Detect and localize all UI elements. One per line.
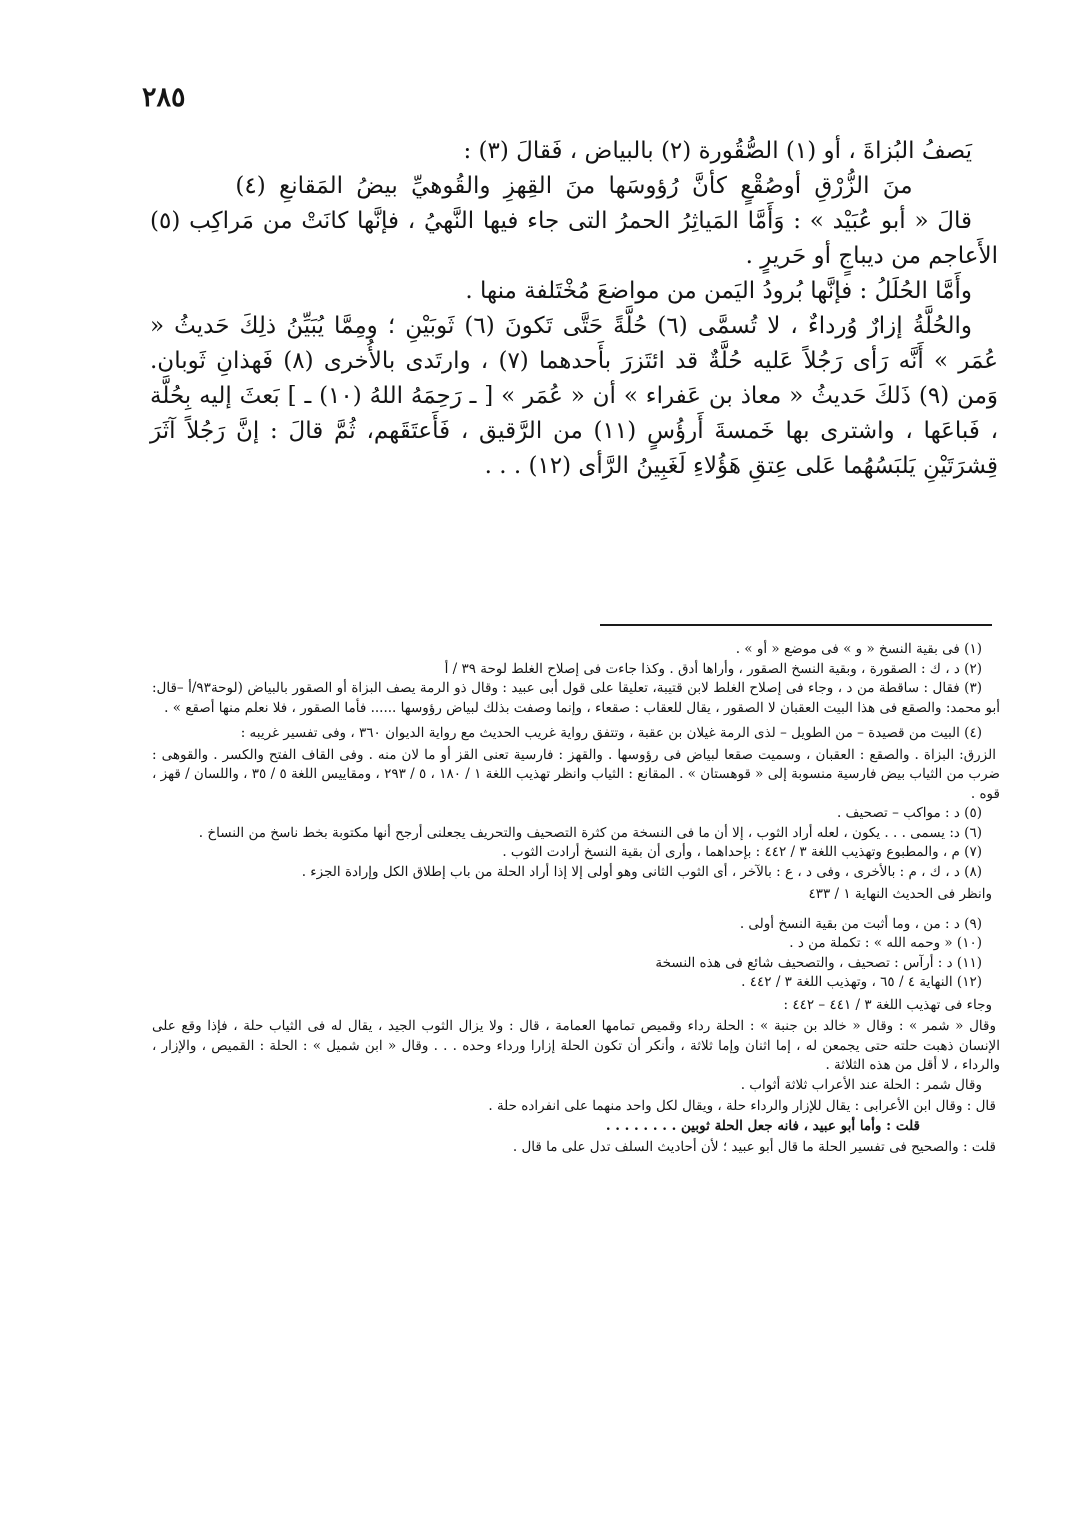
footnote-12-ibn-arabi: قال : وقال ابن الأعرابى : يقال للإزار والرداء حلة ، ويقال لكل واحد منهما على انفراده حلة . bbox=[488, 1098, 996, 1114]
footnote-1: (١) فى بقية النسخ « و » فى موضع « أو » . bbox=[735, 641, 982, 657]
footnote-7: (٧) م ، والمطبوع وتهذيب اللغة ٣ / ٤٤٢ : بإحداهما ، وأرى أن بقية النسخ أرادت الثوب . bbox=[502, 844, 982, 860]
main-paragraph-hulla: والحُلَّةُ إزارٌ وُرداءٌ ، لا تُسمَّى (٦) حُلَّةً حَتَّى تَكونَ (٦) ثَوبَيْنِ ؛ ومِمَّا يُبَيِّنُ ذلِكَ حَديثُ « عُمَر » أَنَّه رَأى رَجُلاً عَليه حُلَّةٌ قد ائتَزرَ بأَحدهما (٧) ، وارتَدى بالأُخرى (٨) فَهذانِ ثَوبان. وَمن (٩) ذَلكَ حَديثُ « معاذ بن عَفراء » أن « عُمَر » [ ـ رَحِمَهُ اللهُ (١٠) ـ ] بَعثَ إليه بِحُلَّة ، فَباعَها ، واشترى بها خَمسةَ أَرؤُسٍ (١١) من الرَّقيق ، فَأَعتَقَهم، ثُمَّ قالَ : إنَّ رَجُلاً آثَرَ قِشرَتَيْنِ يَلبَسُهُما عَلى عِتقِ هَؤُلاءِ لَغَبِينُ الرَّأى (١٢) . . . bbox=[150, 313, 999, 479]
footnote-10: (١٠) « وحمه الله » : تكملة من د . bbox=[789, 935, 982, 951]
footnote-4-glossary: الزرق: البزاة . والصقع : العقبان ، وسميت صقعا لبياض فى رؤوسها . والقهز : فارسية تعنى القز أو ما لان منه . وفى القاف الفتح والكسر . والقوهى : ضرب من الثياب بيض فارسية منسوبة إلى « قوهستان » . المقانع : الثياب وانظر تهذيب اللغة ١ / ١٨٠ ، ٥ / ٢٩٣ ، ومقاييس اللغة ٥ / ٣٥ ، واللسان / قهز ، قوه . bbox=[152, 746, 1000, 802]
main-text-block bbox=[150, 134, 998, 484]
footnote-12-source: وجاء فى تهذيب اللغة ٣ / ٤٤١ – ٤٤٢ : bbox=[783, 996, 992, 1013]
footnote-11: (١١) د : أرآس : تصحيف ، والتصحيف شائع فى هذه النسخة bbox=[655, 954, 982, 971]
footnote-3: (٣) فقال : ساقطة من د ، وجاء فى إصلاح الغلط لابن قتيبة، تعليقا على قول أبى عبيد : وقال ذو الرمة يصف البزاة أو الصقور بالبياض (لوحة٩٣/أ –قال: أبو محمد: والصقع فى هذا البيت العقبان لا الصقور ، يقال للعقاب : صقعاء ، وإنما وصفت بذلك لبياض رؤوسها ...... فأما الصقور ، فلا نعلم منها أصقع » . bbox=[152, 680, 1000, 716]
main-paragraph-hulal: وأَمَّا الحُلَلُ : فإنَّها بُرودُ اليَمن من مواضعَ مُخْتَلفة منها . bbox=[465, 278, 972, 304]
footnote-12-qultu-1: قلت : وأما أبو عبيد ، فانه جعل الحلة ثوبين . . . . . . . . bbox=[605, 1117, 920, 1134]
main-paragraph-mayathir: قالَ « أبو عُبَيْد » : وَأَمَّا المَياثِرُ الحمرُ التى جاء فيها النَّهيُ ، فإنَّها كانَتْ من مَراكِب (٥) الأَعاجم من ديباجٍ أو حَريرٍ . bbox=[150, 208, 998, 269]
footnotes-block bbox=[152, 640, 1000, 1158]
footnote-divider bbox=[600, 624, 992, 626]
footnote-12-quote: وقال « شمر » : وقال « خالد بن جنبة » : الحلة رداء وقميص تمامها العمامة ، قال : ولا يزال الثوب الجيد ، يقال له فى الثياب حلة ، فإذا وقع على الإنسان ذهبت حلته حتى يجمعن له ، إما اثنان وإما ثلاثة ، وأنكر أن تكون الحلة إزارا ورداء وحده . . . وقال « ابن شميل » : الحلة : القميص ، والإزار ، والرداء ، لا أقل من هذه الثلاثة . bbox=[152, 1018, 1000, 1073]
footnote-5: (٥) د : مواكب – تصحيف . bbox=[836, 805, 982, 821]
footnote-9: (٩) د : من ، وما أثبت من بقية النسخ أولى . bbox=[739, 915, 982, 932]
footnote-2: (٢) د ، ك : الصقورة ، وبقية النسخ الصقور ، وأراها أدق . وكذا جاءت فى إصلاح الغلط لوحة ٣٩ / أ bbox=[444, 660, 982, 677]
main-paragraph-intro: يَصفُ البُزاةَ ، أو (١) الصُّقُورة (٢) بالبياض ، فَقالَ (٣) : bbox=[463, 138, 972, 164]
page-number: ٢٨٥ bbox=[142, 82, 186, 113]
poetry-verse: منَ الزُّرْقِ أوصُقْعٍ كأنَّ رُؤوسَها منَ القِهزِ والقُوهيِّ بيضُ المَقانعِ (٤) bbox=[235, 173, 913, 199]
footnote-12-qultu-2: قلت : والصحيح فى تفسير الحلة ما قال أبو عبيد ؛ لأن أحاديث السلف تدل على ما قال . bbox=[512, 1139, 996, 1155]
footnote-4: (٤) البيت من قصيدة – من الطويل – لذى الرمة غيلان بن عقبة ، وتتفق رواية غريب الحديث مع رواية الديوان ٣٦٠ ، وفى تفسير غريبه : bbox=[240, 725, 982, 741]
footnote-6: (٦) د: يسمى . . . يكون ، لعله أراد الثوب ، إلا أن ما فى النسخة من كثرة التصحيف والتحريف يجعلنى أرجح أنها مكتوبة بخط ناسخ من النساخ . bbox=[198, 824, 982, 841]
footnote-12-shamir: وقال شمر : الحلة عند الأعراب ثلاثة أثواب . bbox=[740, 1076, 982, 1093]
footnote-8-reference: وانظر فى الحديث النهاية ١ / ٤٣٣ bbox=[808, 886, 992, 902]
footnote-12: (١٢) النهاية ٤ / ٦٥ ، وتهذيب اللغة ٣ / ٤٤٢ . bbox=[741, 974, 982, 990]
footnote-8: (٨) د ، ك ، م : بالأخرى ، وفى د ، ع : بالآخر ، أى الثوب الثانى وهو أولى إلا إذا أراد الحلة من باب إطلاق الكل وإرادة الجزء . bbox=[301, 863, 982, 880]
